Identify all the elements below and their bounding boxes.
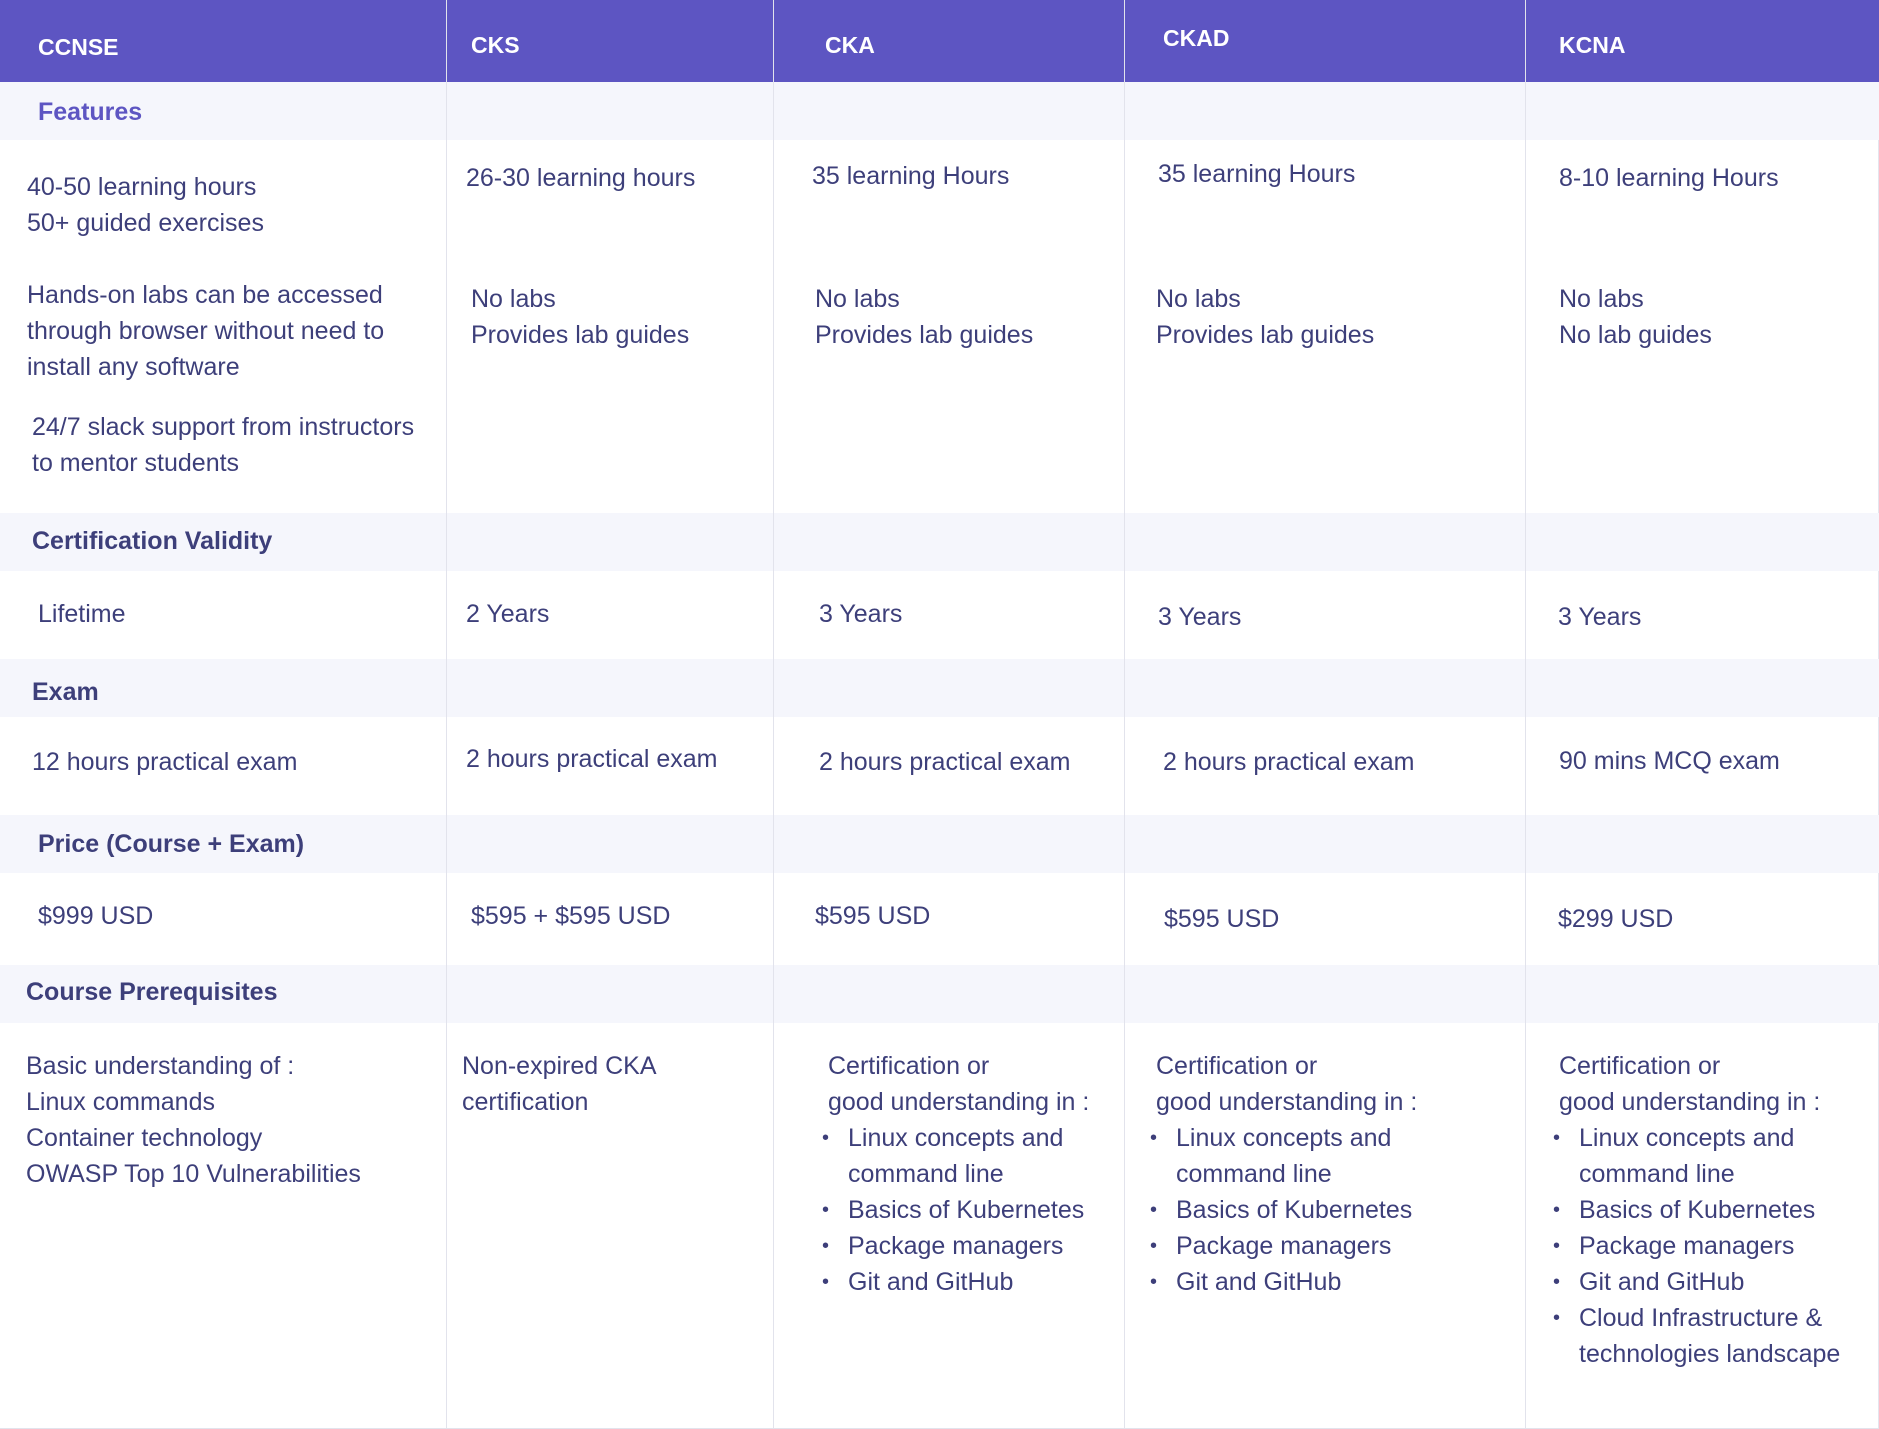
section-row-features <box>0 82 1879 140</box>
list-item: • Basics of Kubernetes <box>1150 1192 1410 1228</box>
cks-lab-guides: Provides lab guides <box>471 321 690 349</box>
kcna-labs: No labs <box>1559 285 1644 313</box>
cka-prereq-list <box>822 1120 1085 1300</box>
column-divider <box>773 0 774 1429</box>
kcna-prereq-list <box>1553 1120 1841 1372</box>
section-row-validity <box>0 513 1879 571</box>
column-divider <box>446 0 447 1429</box>
list-item: • Git and GitHub <box>1553 1264 1833 1300</box>
cka-lab-guides: Provides lab guides <box>815 321 1034 349</box>
ccnse-support-line: to mentor students <box>32 449 240 477</box>
cks-labs: No labs <box>471 285 556 313</box>
list-item: • Package managers <box>822 1228 1082 1264</box>
kcna-hours: 8-10 learning Hours <box>1559 164 1779 192</box>
header-kcna: KCNA <box>1559 32 1626 58</box>
list-item: • Git and GitHub <box>822 1264 1082 1300</box>
header-ckad: CKAD <box>1163 25 1230 51</box>
cks-prereq-line: Non-expired CKA <box>462 1052 657 1080</box>
section-label-exam: Exam <box>32 678 99 706</box>
header-cka: CKA <box>825 32 875 58</box>
list-item: • Basics of Kubernetes <box>1553 1192 1833 1228</box>
kcna-exam: 90 mins MCQ exam <box>1559 747 1780 775</box>
list-item: • Git and GitHub <box>1150 1264 1410 1300</box>
ccnse-labs-line: Hands-on labs can be accessed <box>27 281 383 309</box>
ccnse-labs-line: through browser without need to <box>27 317 385 345</box>
header-ccnse: CCNSE <box>38 34 119 60</box>
cka-prereq-intro: good understanding in : <box>828 1088 1090 1116</box>
list-item: • Linux concepts and command line <box>1150 1120 1410 1192</box>
list-item: • Linux concepts and command line <box>1553 1120 1819 1192</box>
cka-hours: 35 learning Hours <box>812 162 1010 190</box>
ccnse-labs-line: install any software <box>27 353 240 381</box>
ckad-price: $595 USD <box>1164 905 1280 933</box>
cks-hours: 26-30 learning hours <box>466 164 696 192</box>
cks-validity: 2 Years <box>466 600 550 628</box>
column-divider <box>1525 0 1526 1429</box>
section-row-prereq <box>0 965 1879 1023</box>
ccnse-prereq-line: OWASP Top 10 Vulnerabilities <box>26 1160 361 1188</box>
ccnse-support-line: 24/7 slack support from instructors <box>32 413 415 441</box>
ccnse-prereq-line: Container technology <box>26 1124 263 1152</box>
section-row-exam <box>0 659 1879 717</box>
ckad-prereq-intro: Certification or <box>1156 1052 1318 1080</box>
kcna-prereq-intro: good understanding in : <box>1559 1088 1821 1116</box>
ckad-lab-guides: Provides lab guides <box>1156 321 1375 349</box>
list-item: • Basics of Kubernetes <box>822 1192 1082 1228</box>
cks-exam: 2 hours practical exam <box>466 745 718 773</box>
cks-price: $595 + $595 USD <box>471 902 671 930</box>
kcna-prereq-intro: Certification or <box>1559 1052 1721 1080</box>
ccnse-exam: 12 hours practical exam <box>32 748 298 776</box>
list-item: • Package managers <box>1150 1228 1410 1264</box>
cka-prereq-intro: Certification or <box>828 1052 990 1080</box>
cks-prereq-line: certification <box>462 1088 589 1116</box>
cka-validity: 3 Years <box>819 600 903 628</box>
ckad-validity: 3 Years <box>1158 603 1242 631</box>
ccnse-price: $999 USD <box>38 902 154 930</box>
column-divider <box>1124 0 1125 1429</box>
list-item: • Package managers <box>1553 1228 1833 1264</box>
cka-price: $595 USD <box>815 902 931 930</box>
ckad-prereq-intro: good understanding in : <box>1156 1088 1418 1116</box>
cka-labs: No labs <box>815 285 900 313</box>
ckad-prereq-list <box>1150 1120 1413 1300</box>
cka-exam: 2 hours practical exam <box>819 748 1071 776</box>
header-cks: CKS <box>471 32 520 58</box>
ccnse-validity: Lifetime <box>38 600 126 628</box>
ccnse-exercises: 50+ guided exercises <box>27 209 264 237</box>
section-label-prereq: Course Prerequisites <box>26 978 278 1006</box>
ckad-labs: No labs <box>1156 285 1241 313</box>
ccnse-hours: 40-50 learning hours <box>27 173 257 201</box>
list-item: • Cloud Infrastructure & technologies landscape <box>1553 1300 1859 1372</box>
kcna-price: $299 USD <box>1558 905 1674 933</box>
ccnse-prereq-line: Linux commands <box>26 1088 215 1116</box>
ccnse-prereq-line: Basic understanding of : <box>26 1052 295 1080</box>
kcna-validity: 3 Years <box>1558 603 1642 631</box>
section-label-features: Features <box>38 98 143 126</box>
section-label-validity: Certification Validity <box>32 527 273 555</box>
ckad-hours: 35 learning Hours <box>1158 160 1356 188</box>
section-label-price: Price (Course + Exam) <box>38 830 305 858</box>
kcna-lab-guides: No lab guides <box>1559 321 1712 349</box>
list-item: • Linux concepts and command line <box>822 1120 1082 1192</box>
ckad-exam: 2 hours practical exam <box>1163 748 1415 776</box>
